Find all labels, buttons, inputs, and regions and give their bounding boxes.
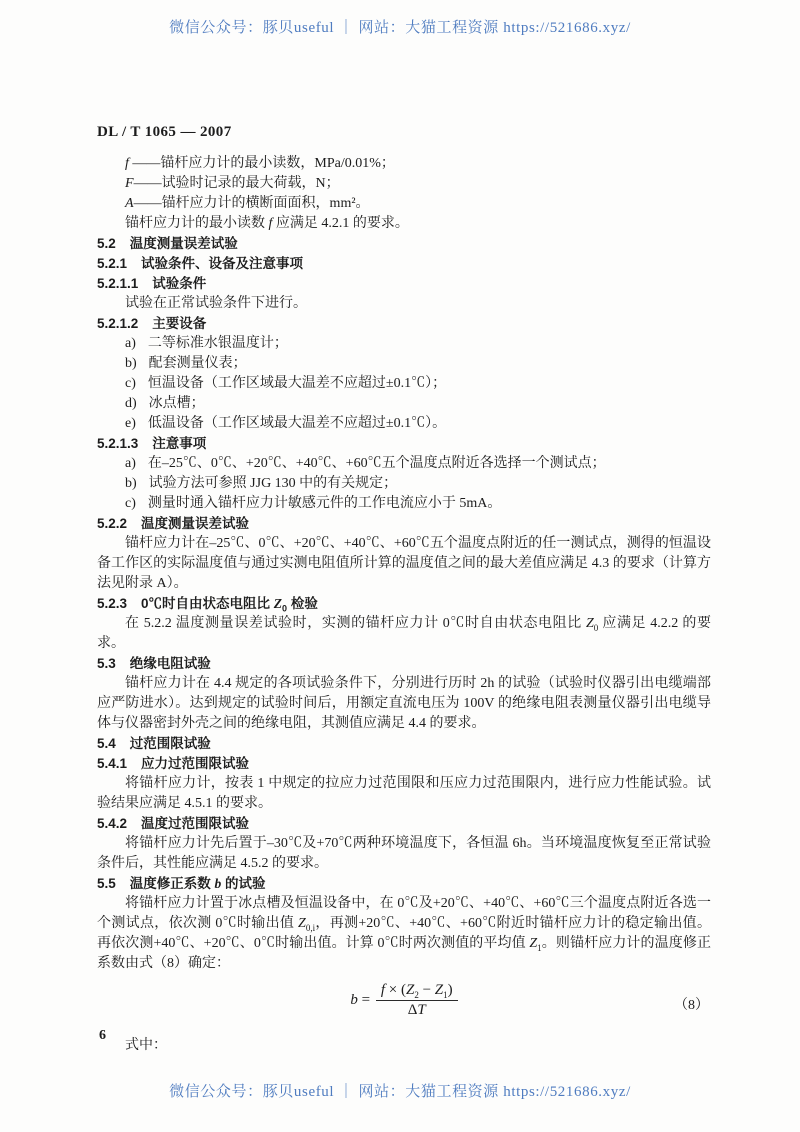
fraction-denominator — [376, 1001, 458, 1019]
close-paren: ) — [447, 982, 453, 998]
delta-symbol: Δ — [407, 1002, 418, 1018]
list-marker: b) — [125, 356, 137, 371]
list-marker: a) — [125, 336, 136, 351]
variable-b: b — [214, 876, 222, 891]
symbol-variable: f — [268, 216, 273, 231]
fraction — [376, 982, 458, 1019]
variable-z2: Z — [405, 982, 415, 998]
heading-number: 5.2.1.1 — [97, 276, 139, 291]
section-heading-5-4-1 — [97, 754, 711, 774]
heading-number: 5.2 — [97, 236, 116, 251]
heading-title: 应力过范围限试验 — [141, 756, 250, 771]
variable-t: T — [417, 1002, 426, 1018]
minus-sign: − — [418, 982, 435, 998]
paragraph — [97, 614, 711, 654]
list-item — [97, 454, 711, 474]
list-text: 冰点槽； — [148, 396, 205, 411]
heading-number: 5.4.2 — [97, 816, 128, 831]
symbol-text: ——试验时记录的最大荷载，N； — [133, 176, 340, 191]
paragraph-text: 在 5.2.2 温度测量误差试验时，实测的锚杆应力计 0℃时自由状态电阻比 — [125, 616, 586, 631]
heading-number: 5.4 — [97, 736, 116, 751]
variable-subscript: 2 — [414, 990, 419, 1000]
list-text: 低温设备（工作区域最大温差不应超过±0.1℃）。 — [147, 416, 447, 431]
paragraph-text: 。则锚杆应力计的温度修正系数由式（8）确定： — [97, 936, 711, 971]
heading-title: 温度过范围限试验 — [141, 816, 250, 831]
section-heading-5-2-1 — [97, 254, 711, 274]
symbol-definition — [97, 194, 711, 214]
paragraph-text: ，再测+20℃、+40℃、+60℃附近时锚杆应力计的稳定输出值。再依次测+40℃、+20℃、0℃时输出值。计算 0℃时两次测值的平均值 — [97, 916, 711, 951]
list-item — [97, 474, 711, 494]
list-text: 在–25℃、0℃、+20℃、+40℃、+60℃五个温度点附近各选择一个测试点； — [147, 456, 606, 471]
page-number: 6 — [99, 1028, 106, 1043]
list-marker: c) — [125, 496, 136, 511]
heading-title: 注意事项 — [152, 436, 207, 451]
promo-banner-bottom: 微信公众号：豚贝useful ｜ 网站：大猫工程资源 https://521686.xyz/ — [169, 1084, 631, 1100]
list-text: 配套测量仪表； — [148, 356, 247, 371]
heading-number: 5.3 — [97, 656, 116, 671]
equation-body — [97, 982, 711, 1019]
heading-title: 过范围限试验 — [129, 736, 211, 751]
list-marker: b) — [125, 476, 137, 491]
paragraph: 将锚杆应力计，按表 1 中规定的拉应力过范围限和压应力过范围限内，进行应力性能试验。试验结果应满足 4.5.1 的要求。 — [97, 776, 711, 811]
heading-number: 5.4.1 — [97, 756, 128, 771]
section-heading-5-4 — [97, 734, 711, 754]
heading-title: 0℃时自由状态电阻比 — [141, 596, 274, 611]
standard-code: DL / T 1065 — 2007 — [97, 124, 232, 140]
symbol-variable: F — [125, 176, 134, 191]
symbol-variable: f — [125, 156, 129, 171]
heading-title: 试验条件 — [152, 276, 207, 291]
note-text: 应满足 4.2.1 的要求。 — [272, 216, 409, 231]
page-content — [97, 124, 711, 1056]
list-marker: d) — [125, 396, 137, 411]
heading-number: 5.2.2 — [97, 516, 128, 531]
section-heading-5-5 — [97, 874, 711, 894]
variable-z1: Z — [529, 936, 538, 951]
list-marker: a) — [125, 456, 136, 471]
equals-sign: = — [357, 991, 374, 1008]
list-text: 二等标准水银温度计； — [147, 336, 288, 351]
variable-subscript: 1 — [443, 990, 448, 1000]
section-heading-5-2-3 — [97, 594, 711, 614]
heading-title: 试验条件、设备及注意事项 — [141, 256, 304, 271]
list-marker: c) — [125, 376, 136, 391]
symbol-text: ——锚杆应力计的横断面面积，mm²。 — [133, 196, 370, 211]
equation-number: （8） — [674, 998, 709, 1013]
heading-title: 绝缘电阻试验 — [129, 656, 211, 671]
heading-title: 的试验 — [221, 876, 266, 891]
variable-z1: Z — [434, 982, 444, 998]
list-item — [97, 334, 711, 354]
paragraph: 锚杆应力计在 4.4 规定的各项试验条件下，分别进行历时 2h 的试验（试验时仪器引出电缆端部应严防进水）。达到规定的试验时间后，用额定直流电压为 100V 的绝缘电阻表测量仪器引出电缆导体与仪器密封外壳之间的绝缘电阻，其测值应满足 4.4 的要求。 — [97, 676, 711, 731]
paragraph: 将锚杆应力计先后置于–30℃及+70℃两种环境温度下，各恒温 6h。当环境温度恢复至正常试验条件后，其性能应满足 4.5.2 的要求。 — [97, 836, 711, 871]
section-heading-5-2 — [97, 234, 711, 254]
symbol-definition — [97, 154, 711, 174]
note-text: 锚杆应力计的最小读数 — [125, 216, 269, 231]
paragraph-text: 应满足 4.2.2 的要求。 — [97, 616, 712, 651]
list-item — [97, 494, 711, 514]
heading-title: 检验 — [287, 596, 318, 611]
section-heading-5-3 — [97, 654, 711, 674]
list-text: 恒温设备（工作区域最大温差不应超过±0.1℃）； — [147, 376, 447, 391]
heading-title: 温度测量误差试验 — [141, 516, 250, 531]
paragraph: 锚杆应力计在–25℃、0℃、+20℃、+40℃、+60℃五个温度点附近的任一测试点，测得的恒温设备工作区的实际温度值与通过实测电阻值所计算的温度值之间的最大差值应满足 4.3 的要求（计算方法见附录 A）。 — [97, 536, 711, 591]
variable-z0: Z — [273, 596, 283, 611]
variable-f: f — [380, 982, 385, 998]
variable-subscript: 0 — [593, 622, 599, 633]
list-marker: e) — [125, 416, 136, 431]
symbols-note — [97, 214, 711, 234]
variable-z0i: Z — [298, 916, 306, 931]
paragraph-text: 将锚杆应力计置于冰点槽及恒温设备中，在 0℃及+20℃、+40℃、+60℃三个温度点附近各选一个测试点，依次测 0℃时输出值 — [97, 896, 711, 931]
list-item — [97, 374, 711, 394]
where-label: 式中： — [125, 1038, 167, 1053]
section-heading-5-2-1-2 — [97, 314, 711, 334]
list-item — [97, 414, 711, 434]
equation-8 — [97, 980, 711, 1028]
list-item — [97, 394, 711, 414]
symbol-definition — [97, 174, 711, 194]
heading-number: 5.2.1 — [97, 256, 128, 271]
fraction-numerator — [376, 982, 458, 1001]
variable-subscript: 0 — [282, 603, 288, 614]
symbol-text: ——锚杆应力计的最小读数，MPa/0.01%； — [128, 156, 395, 171]
section-heading-5-2-1-1 — [97, 274, 711, 294]
heading-title: 温度测量误差试验 — [129, 236, 238, 251]
equation-lhs: b — [350, 991, 358, 1008]
list-text: 试验方法可参照 JJG 130 中的有关规定； — [148, 476, 398, 491]
heading-title: 主要设备 — [152, 316, 207, 331]
section-heading-5-2-1-3 — [97, 434, 711, 454]
list-text: 测量时通入锚杆应力计敏感元件的工作电流应小于 5mA。 — [147, 496, 502, 511]
heading-number: 5.2.1.2 — [97, 316, 139, 331]
variable-subscript: 0,i — [305, 922, 316, 933]
variable-subscript: 1 — [537, 942, 542, 953]
section-heading-5-2-2 — [97, 514, 711, 534]
variable-z0: Z — [585, 616, 594, 631]
paragraph — [97, 894, 711, 974]
symbol-variable: A — [125, 196, 134, 211]
heading-title: 温度修正系数 — [129, 876, 215, 891]
heading-number: 5.2.1.3 — [97, 436, 139, 451]
heading-number: 5.2.3 — [97, 596, 128, 611]
list-item — [97, 354, 711, 374]
times-open: × ( — [385, 982, 406, 998]
heading-number: 5.5 — [97, 876, 116, 891]
paragraph: 试验在正常试验条件下进行。 — [125, 296, 307, 311]
promo-banner-top: 微信公众号：豚贝useful ｜ 网站：大猫工程资源 https://521686.xyz/ — [169, 20, 631, 36]
section-heading-5-4-2 — [97, 814, 711, 834]
